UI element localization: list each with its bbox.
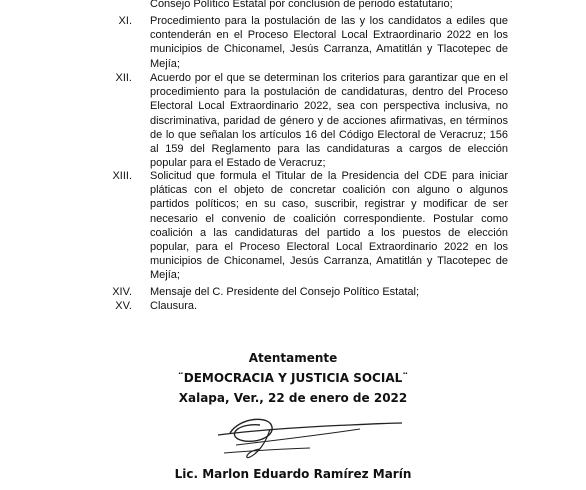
agenda-item-text: Consejo Político Estatal por conclusión de periodo estatutario;	[150, 0, 453, 10]
place-date: Xalapa, Ver., 22 de enero de 2022	[178, 391, 408, 405]
valediction: Atentamente	[248, 351, 338, 365]
signatory-name: Lic. Marlon Eduardo Ramírez Marín	[174, 467, 412, 481]
agenda-item-number: XV.	[115, 300, 132, 312]
agenda-item-number: XI.	[118, 15, 132, 27]
agenda-item-text: Procedimiento para la postulación de las y los candidatos a ediles que contenderán en el Proceso Electoral Local Extraordinario 2022 en los municipios de Chiconamel, Jesús Carranza, Amatitlán y Tlacotepec de Mejía;	[150, 15, 508, 70]
motto: ¨DEMOCRACIA Y JUSTICIA SOCIAL¨	[177, 371, 409, 385]
agenda-item-text: Acuerdo por el que se determinan los criterios para garantizar que en el procedimiento para la postulación de candidaturas, dentro del Proceso Electoral Local Extraordinario 2022, sea con perspectiva inclusiva, no discriminativa, paridad de género y de acciones afirmativas, en términos de lo que señalan los artículos 16 del Código Electoral de Veracruz; 156 al 159 del Reglamento para las candidaturas a cargos de elección popular para el Estado de Veracruz;	[150, 72, 508, 170]
agenda-item-text: Mensaje del C. Presidente del Consejo Político Estatal;	[150, 286, 420, 298]
agenda-item-text: Clausura.	[150, 300, 198, 312]
agenda-item-number: XIII.	[112, 170, 132, 182]
agenda-item-number: XIV.	[112, 286, 132, 298]
agenda-item-text: Solicitud que formula el Titular de la Presidencia del CDE para iniciar pláticas con el objeto de concretar coalición con alguno o algunos partidos políticos; en su caso, suscribir, registrar y modificar de ser necesario el convenio de coalición correspondiente. Postular como coalición a las candidaturas del partido a los puestos de elección popular, para el Proceso Electoral Local Extraordinario 2022 en los municipios de Chiconamel, Jesús Carranza, Amatitlán y Tlacotepec de Mejía;	[150, 170, 508, 282]
agenda-item-number: XII.	[115, 72, 132, 84]
signature-image	[210, 405, 410, 470]
